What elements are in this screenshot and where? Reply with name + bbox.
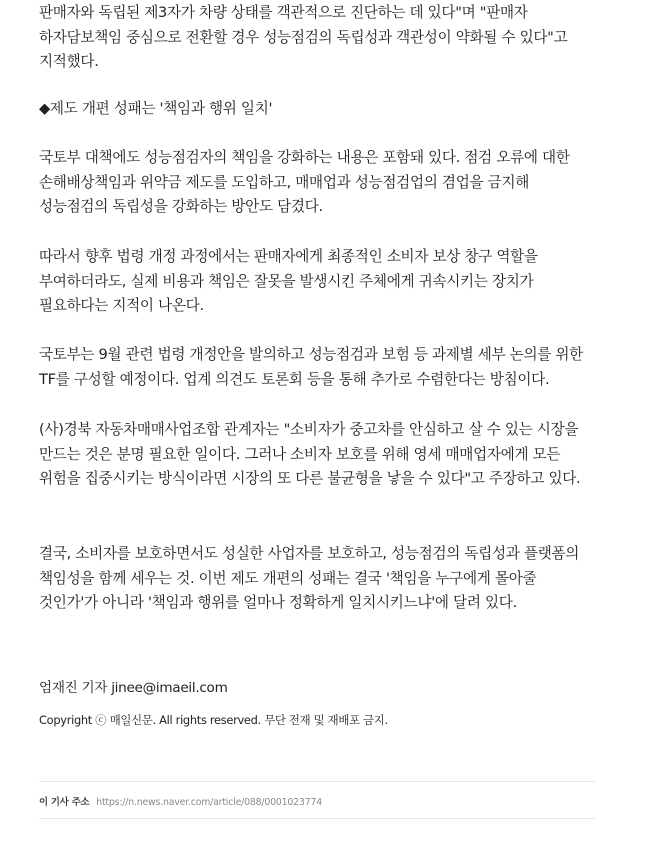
divider (39, 818, 595, 819)
article-paragraph: 따라서 향후 법령 개정 과정에서는 판매자에게 최종적인 소비자 보상 창구 역할을 부여하더라도, 실제 비용과 책임은 잘못을 발생시킨 주체에게 귀속시키는 장치가 필요하다는 지적이 나온다. (39, 248, 538, 314)
source-label: 이 기사 주소 (39, 797, 90, 808)
article-paragraph: 판매자와 독립된 제3자가 차량 상태를 객관적으로 진단하는 데 있다"며 "판매자 하자담보책임 중심으로 전환할 경우 성능점검의 독립성과 객관성이 약화될 수 있다"고 지적했다. (39, 4, 568, 70)
source-url-link[interactable]: https://n.news.naver.com/article/088/0001023774 (96, 797, 322, 808)
copyright-notice: Copyright ⓒ 매일신문. All rights reserved. 무단 전재 및 재배포 금지. (39, 713, 388, 727)
divider (39, 781, 595, 782)
article-paragraph: 결국, 소비자를 보호하면서도 성실한 사업자를 보호하고, 성능점검의 독립성과 플랫폼의 책임성을 함께 세우는 것. 이번 제도 개편의 성패는 결국 '책임을 누구에게 몰아줄 것인가'가 아니라 '책임과 행위를 얼마나 정확하게 일치시키느냐'에 달려 있다. (39, 545, 580, 611)
reporter-byline: 엄재진 기자 jinee@imaeil.com (39, 680, 228, 696)
article-subheading: ◆제도 개편 성패는 '책임과 행위 일치' (39, 100, 273, 117)
article-paragraph: (사)경북 자동차매매사업조합 관계자는 "소비자가 중고차를 안심하고 살 수 있는 시장을 만드는 것은 분명 필요한 일이다. 그러나 소비자 보호를 위해 영세 매매업자에게 모든 위험을 집중시키는 방식이라면 시장의 또 다른 불균형을 낳을 수 있다"고 주장하고 있다. (39, 421, 581, 487)
article-source (39, 794, 322, 808)
article-paragraph: 국토부는 9월 관련 법령 개정안을 발의하고 성능점검과 보험 등 과제별 세부 논의를 위한 TF를 구성할 예정이다. 업계 의견도 토론회 등을 통해 추가로 수렴한다는 방침이다. (39, 346, 583, 388)
article-paragraph: 국토부 대책에도 성능점검자의 책임을 강화하는 내용은 포함돼 있다. 점검 오류에 대한 손해배상책임과 위약금 제도를 도입하고, 매매업과 성능점검업의 겸업을 금지해 성능점검의 독립성을 강화하는 방안도 담겼다. (39, 149, 570, 215)
